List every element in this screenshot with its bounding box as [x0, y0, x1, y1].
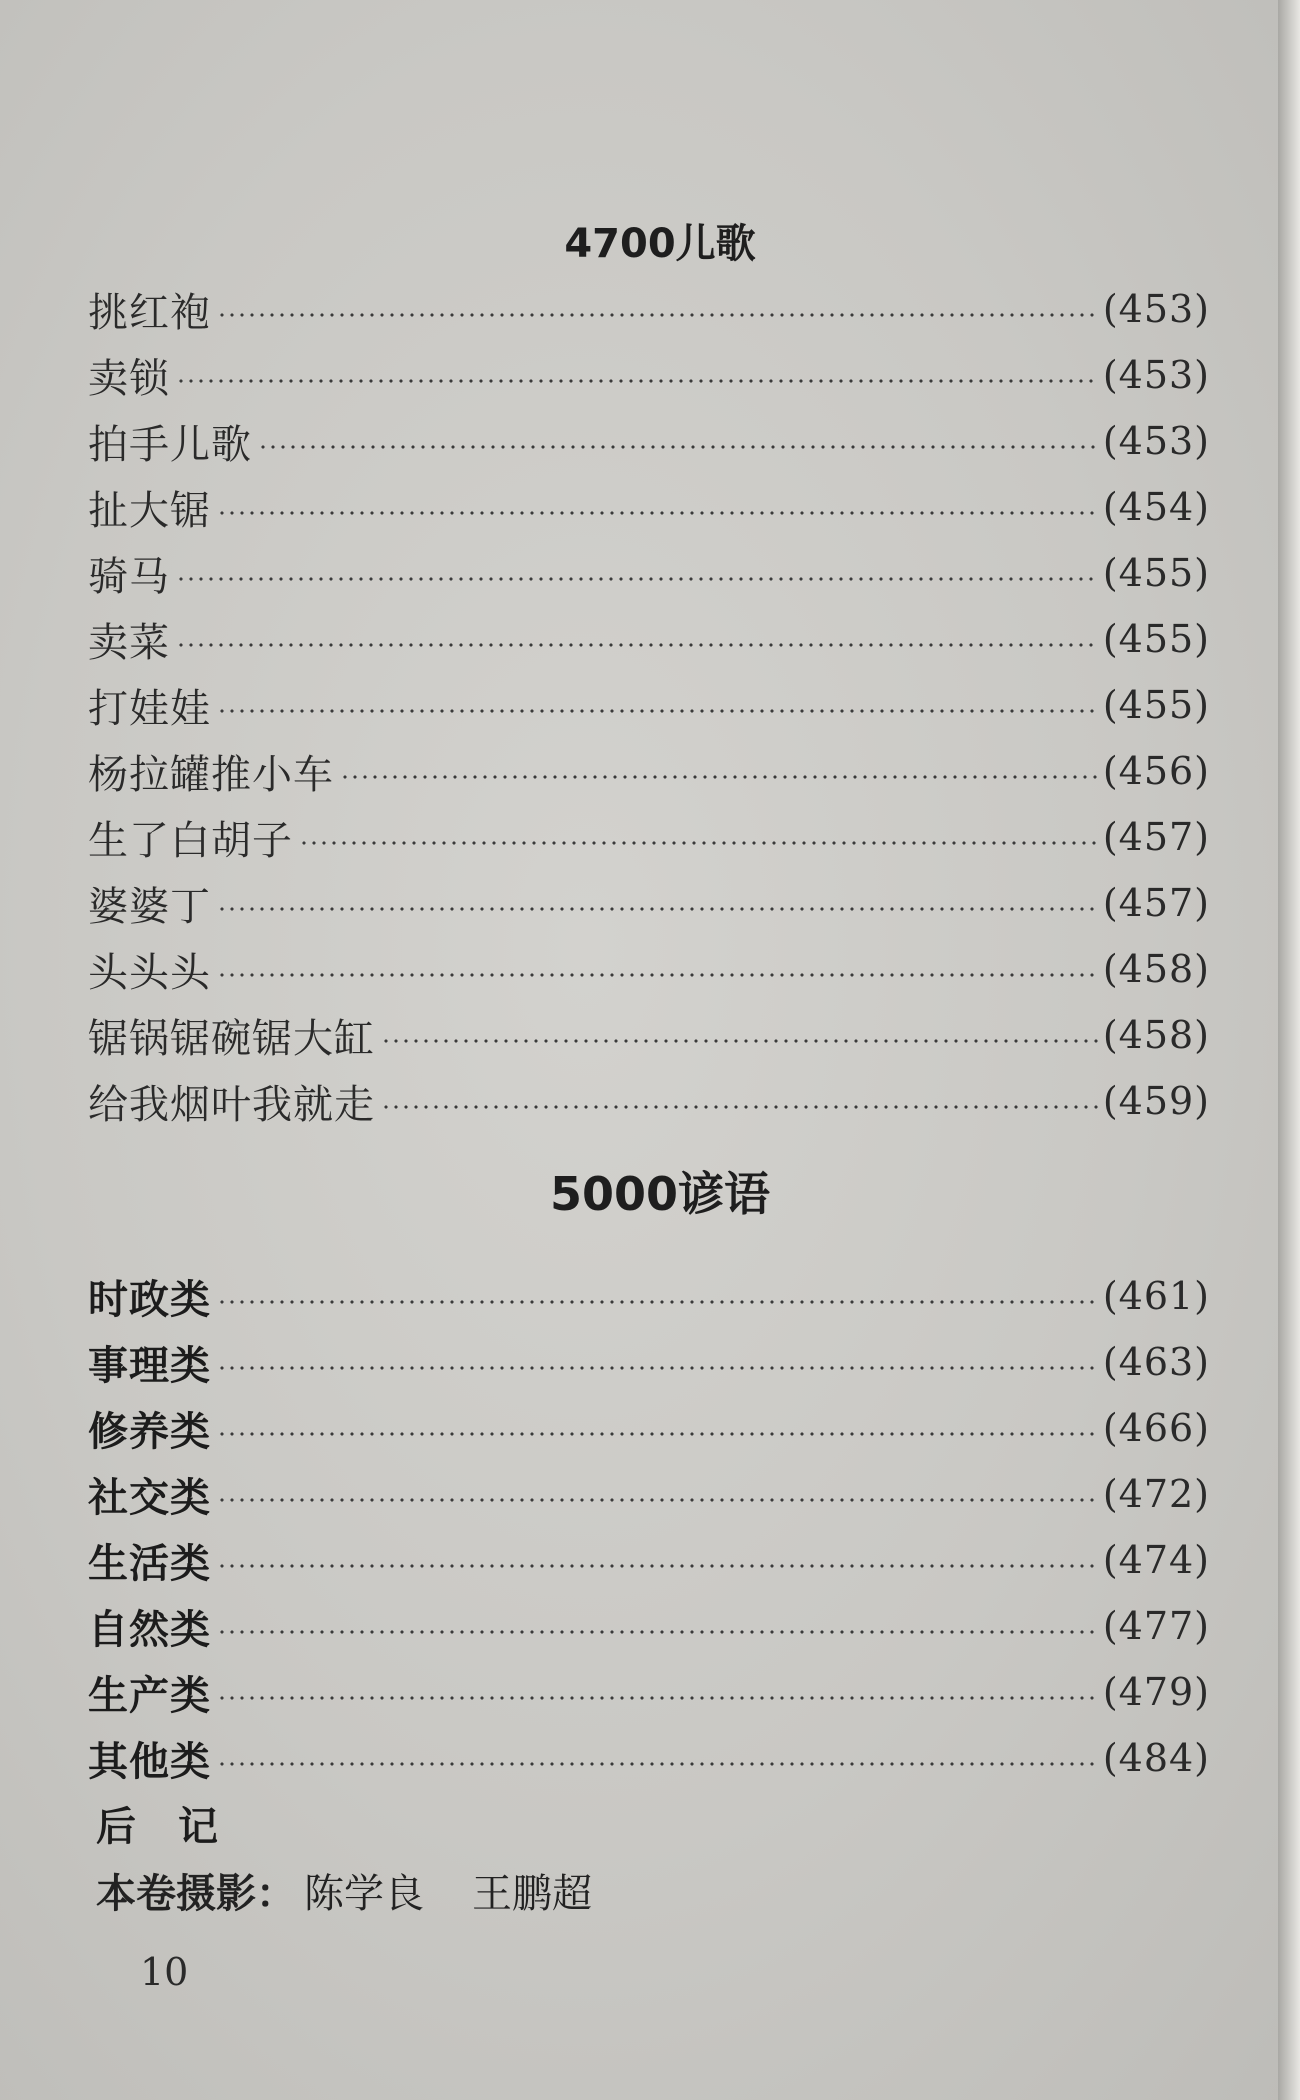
dot-leader: [217, 1564, 1099, 1568]
dot-leader: [217, 313, 1099, 317]
dot-leader: [340, 775, 1099, 779]
toc-entry-title: 卖锁: [88, 355, 170, 402]
toc-entry-page: (455): [1102, 617, 1210, 661]
photographer-name: 王鹏超: [472, 1871, 592, 1917]
toc-entry-page: (456): [1102, 749, 1210, 793]
toc-entry: [88, 1527, 1210, 1593]
dot-leader: [299, 841, 1099, 845]
toc-entry: [88, 1461, 1210, 1527]
section-title-children-songs: 4700儿歌: [564, 221, 756, 267]
toc-entry-page: (453): [1102, 353, 1210, 397]
toc-entry: [88, 672, 1210, 738]
toc-entry: [88, 1068, 1210, 1134]
toc-entry-title: 骑马: [88, 553, 170, 600]
toc-entry: [88, 1002, 1210, 1068]
toc-entry-page: (453): [1102, 287, 1210, 331]
toc-entry-page: (455): [1102, 683, 1210, 727]
toc-entry: [88, 1329, 1210, 1395]
dot-leader: [176, 379, 1099, 383]
toc-entry-title: 杨拉罐推小车: [88, 751, 334, 798]
toc-entry-page: (457): [1102, 881, 1210, 925]
photo-credit-label: 本卷摄影：: [96, 1871, 296, 1917]
toc-entry: [88, 1395, 1210, 1461]
toc-children-songs: [88, 276, 1210, 1134]
toc-entry: [88, 408, 1210, 474]
toc-entry: [88, 1593, 1210, 1659]
toc-entry-title: 自然类: [88, 1606, 211, 1653]
toc-entry-page: (454): [1102, 485, 1210, 529]
toc-entry-page: (461): [1102, 1274, 1210, 1318]
toc-entry-page: (455): [1102, 551, 1210, 595]
dot-leader: [217, 1300, 1099, 1304]
afterword-entry: 后 记: [96, 1804, 219, 1850]
toc-entry-title: 事理类: [88, 1342, 211, 1389]
dot-leader: [217, 709, 1099, 713]
toc-entry: [88, 1725, 1210, 1791]
dot-leader: [217, 1432, 1099, 1436]
toc-entry: [88, 1659, 1210, 1725]
toc-entry: [88, 936, 1210, 1002]
toc-entry-title: 卖菜: [88, 619, 170, 666]
toc-entry-title: 扯大锯: [88, 487, 211, 534]
toc-entry-page: (457): [1102, 815, 1210, 859]
dot-leader: [217, 1498, 1099, 1502]
page-number: 10: [140, 1950, 189, 1994]
photo-credit: [96, 1862, 592, 1919]
toc-entry-page: (472): [1102, 1472, 1210, 1516]
toc-entry-title: 生活类: [88, 1540, 211, 1587]
photographer-name: 陈学良: [304, 1871, 424, 1917]
toc-entry-page: (484): [1102, 1736, 1210, 1780]
toc-entry-page: (453): [1102, 419, 1210, 463]
toc-proverbs: [88, 1263, 1210, 1791]
dot-leader: [381, 1039, 1099, 1043]
toc-entry: [88, 342, 1210, 408]
dot-leader: [176, 577, 1099, 581]
toc-entry: [88, 1263, 1210, 1329]
toc-entry-page: (459): [1102, 1079, 1210, 1123]
dot-leader: [217, 511, 1099, 515]
toc-entry: [88, 276, 1210, 342]
toc-entry-page: (477): [1102, 1604, 1210, 1648]
toc-entry-title: 生产类: [88, 1672, 211, 1719]
dot-leader: [381, 1105, 1099, 1109]
toc-entry-title: 其他类: [88, 1738, 211, 1785]
toc-entry-title: 打娃娃: [88, 685, 211, 732]
toc-entry-title: 修养类: [88, 1408, 211, 1455]
toc-entry: [88, 804, 1210, 870]
toc-entry-title: 拍手儿歌: [88, 421, 252, 468]
toc-entry-page: (463): [1102, 1340, 1210, 1384]
section-title-proverbs: 5000谚语: [549, 1167, 771, 1221]
toc-entry-page: (466): [1102, 1406, 1210, 1450]
toc-entry: [88, 474, 1210, 540]
dot-leader: [217, 1696, 1099, 1700]
dot-leader: [217, 1762, 1099, 1766]
toc-entry-title: 时政类: [88, 1276, 211, 1323]
page-edge: [1278, 0, 1300, 2100]
dot-leader: [217, 1630, 1099, 1634]
toc-entry: [88, 738, 1210, 804]
dot-leader: [258, 445, 1099, 449]
toc-entry-title: 社交类: [88, 1474, 211, 1521]
toc-entry-title: 挑红袍: [88, 289, 211, 336]
toc-entry: [88, 606, 1210, 672]
toc-entry-title: 头头头: [88, 949, 211, 996]
toc-entry: [88, 870, 1210, 936]
toc-entry-title: 婆婆丁: [88, 883, 211, 930]
dot-leader: [217, 973, 1099, 977]
dot-leader: [217, 907, 1099, 911]
toc-entry-page: (458): [1102, 947, 1210, 991]
toc-entry: [88, 540, 1210, 606]
dot-leader: [176, 643, 1099, 647]
toc-entry-title: 锯锅锯碗锯大缸: [88, 1015, 375, 1062]
toc-entry-title: 给我烟叶我就走: [88, 1081, 375, 1128]
toc-entry-title: 生了白胡子: [88, 817, 293, 864]
toc-entry-page: (474): [1102, 1538, 1210, 1582]
toc-entry-page: (458): [1102, 1013, 1210, 1057]
dot-leader: [217, 1366, 1099, 1370]
toc-entry-page: (479): [1102, 1670, 1210, 1714]
